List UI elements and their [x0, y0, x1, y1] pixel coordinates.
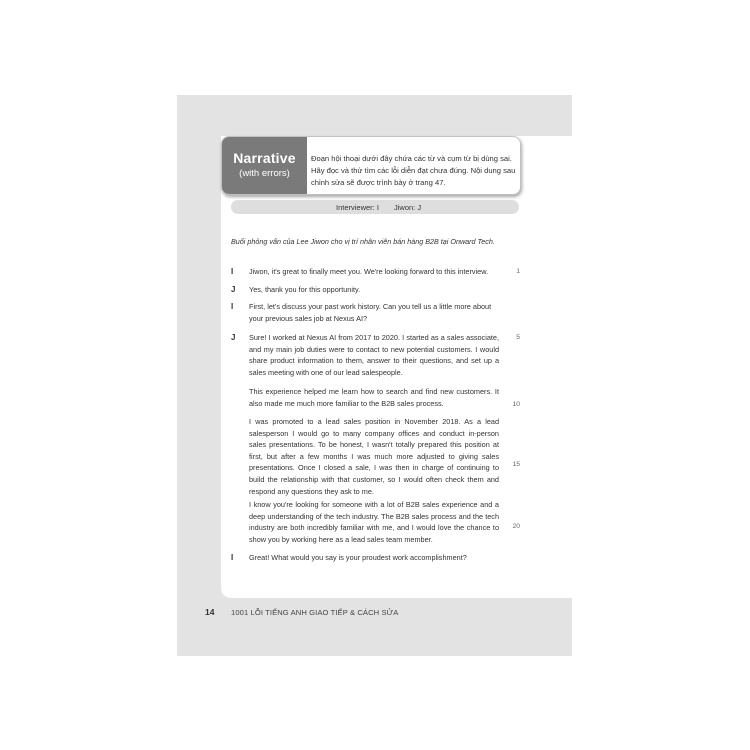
dialogue-paragraph: Yes, thank you for this opportunity. [249, 285, 361, 294]
speaker-label: J [231, 333, 236, 342]
roles-bar [231, 200, 519, 214]
page-number: 14 [205, 607, 215, 617]
speaker-label: I [231, 267, 234, 276]
section-subtitle: (with errors) [239, 168, 290, 179]
line-number: 5 [516, 334, 520, 341]
dialogue-paragraph: This experience helped me learn how to search and find new customers. It also made me much more familiar to the B2B sales process. [249, 387, 499, 408]
header-label-block [222, 137, 307, 194]
role-interviewer: Interviewer: I [336, 203, 379, 212]
role-candidate: Jiwon: J [394, 203, 422, 212]
section-header [221, 136, 521, 195]
dialogue-paragraph: Great! What would you say is your proudest work accomplishment? [249, 553, 467, 562]
dialogue-paragraph: Sure! I worked at Nexus AI from 2017 to 2020. I started as a sales associate, and my main job duties were to contact to new potential customers. I would share product information to them, answer to their questions, and set up a sales meeting with one of our lead salespeople. [249, 333, 499, 377]
line-number: 20 [512, 523, 520, 530]
dialogue-paragraph: I was promoted to a lead sales position in November 2018. As a lead salesperson I would go to many company offices and conduct in-person sales presentations. To be honest, I wasn't totally prepared this position at first, but after a few months I was much more adjusted to giving sales presentations. Once I closed a sale, I was then in charge of continuing to build the relationship with that customer, so I would often check them and respond any questions they ask to me. [249, 417, 499, 496]
speaker-label: I [231, 302, 234, 311]
book-title: 1001 LỖI TIẾNG ANH GIAO TIẾP & CÁCH SỬA [231, 608, 399, 617]
dialogue-paragraph: I know you're looking for someone with a lot of B2B sales experience and a deep understanding of the tech industry. The B2B sales process and the tech industry are both incredibly familiar with me, and I would love the chance to show you by working here as a lead sales team member. [249, 500, 499, 544]
dialogue-paragraph: First, let's discuss your past work history. Can you tell us a little more about your previous sales job at Nexus AI? [249, 302, 492, 323]
section-title: Narrative [233, 150, 296, 166]
scene-intro: Buổi phỏng vấn của Lee Jiwon cho vị trí nhân viên bán hàng B2B tại Onward Tech. [231, 237, 495, 246]
line-number: 15 [512, 461, 520, 468]
dialogue-paragraph: Jiwon, it's great to finally meet you. We're looking forward to this interview. [249, 267, 489, 276]
speaker-label: I [231, 553, 234, 562]
speaker-label: J [231, 285, 236, 294]
line-number: 1 [516, 268, 520, 275]
section-description: Đoạn hội thoại dưới đây chứa các từ và cụm từ bị dùng sai. Hãy đọc và thử tìm các lỗi diễn đạt chưa đúng. Nội dung sau chỉnh sửa sẽ được trình bày ở trang 47. [311, 154, 516, 187]
line-number: 10 [512, 401, 520, 408]
